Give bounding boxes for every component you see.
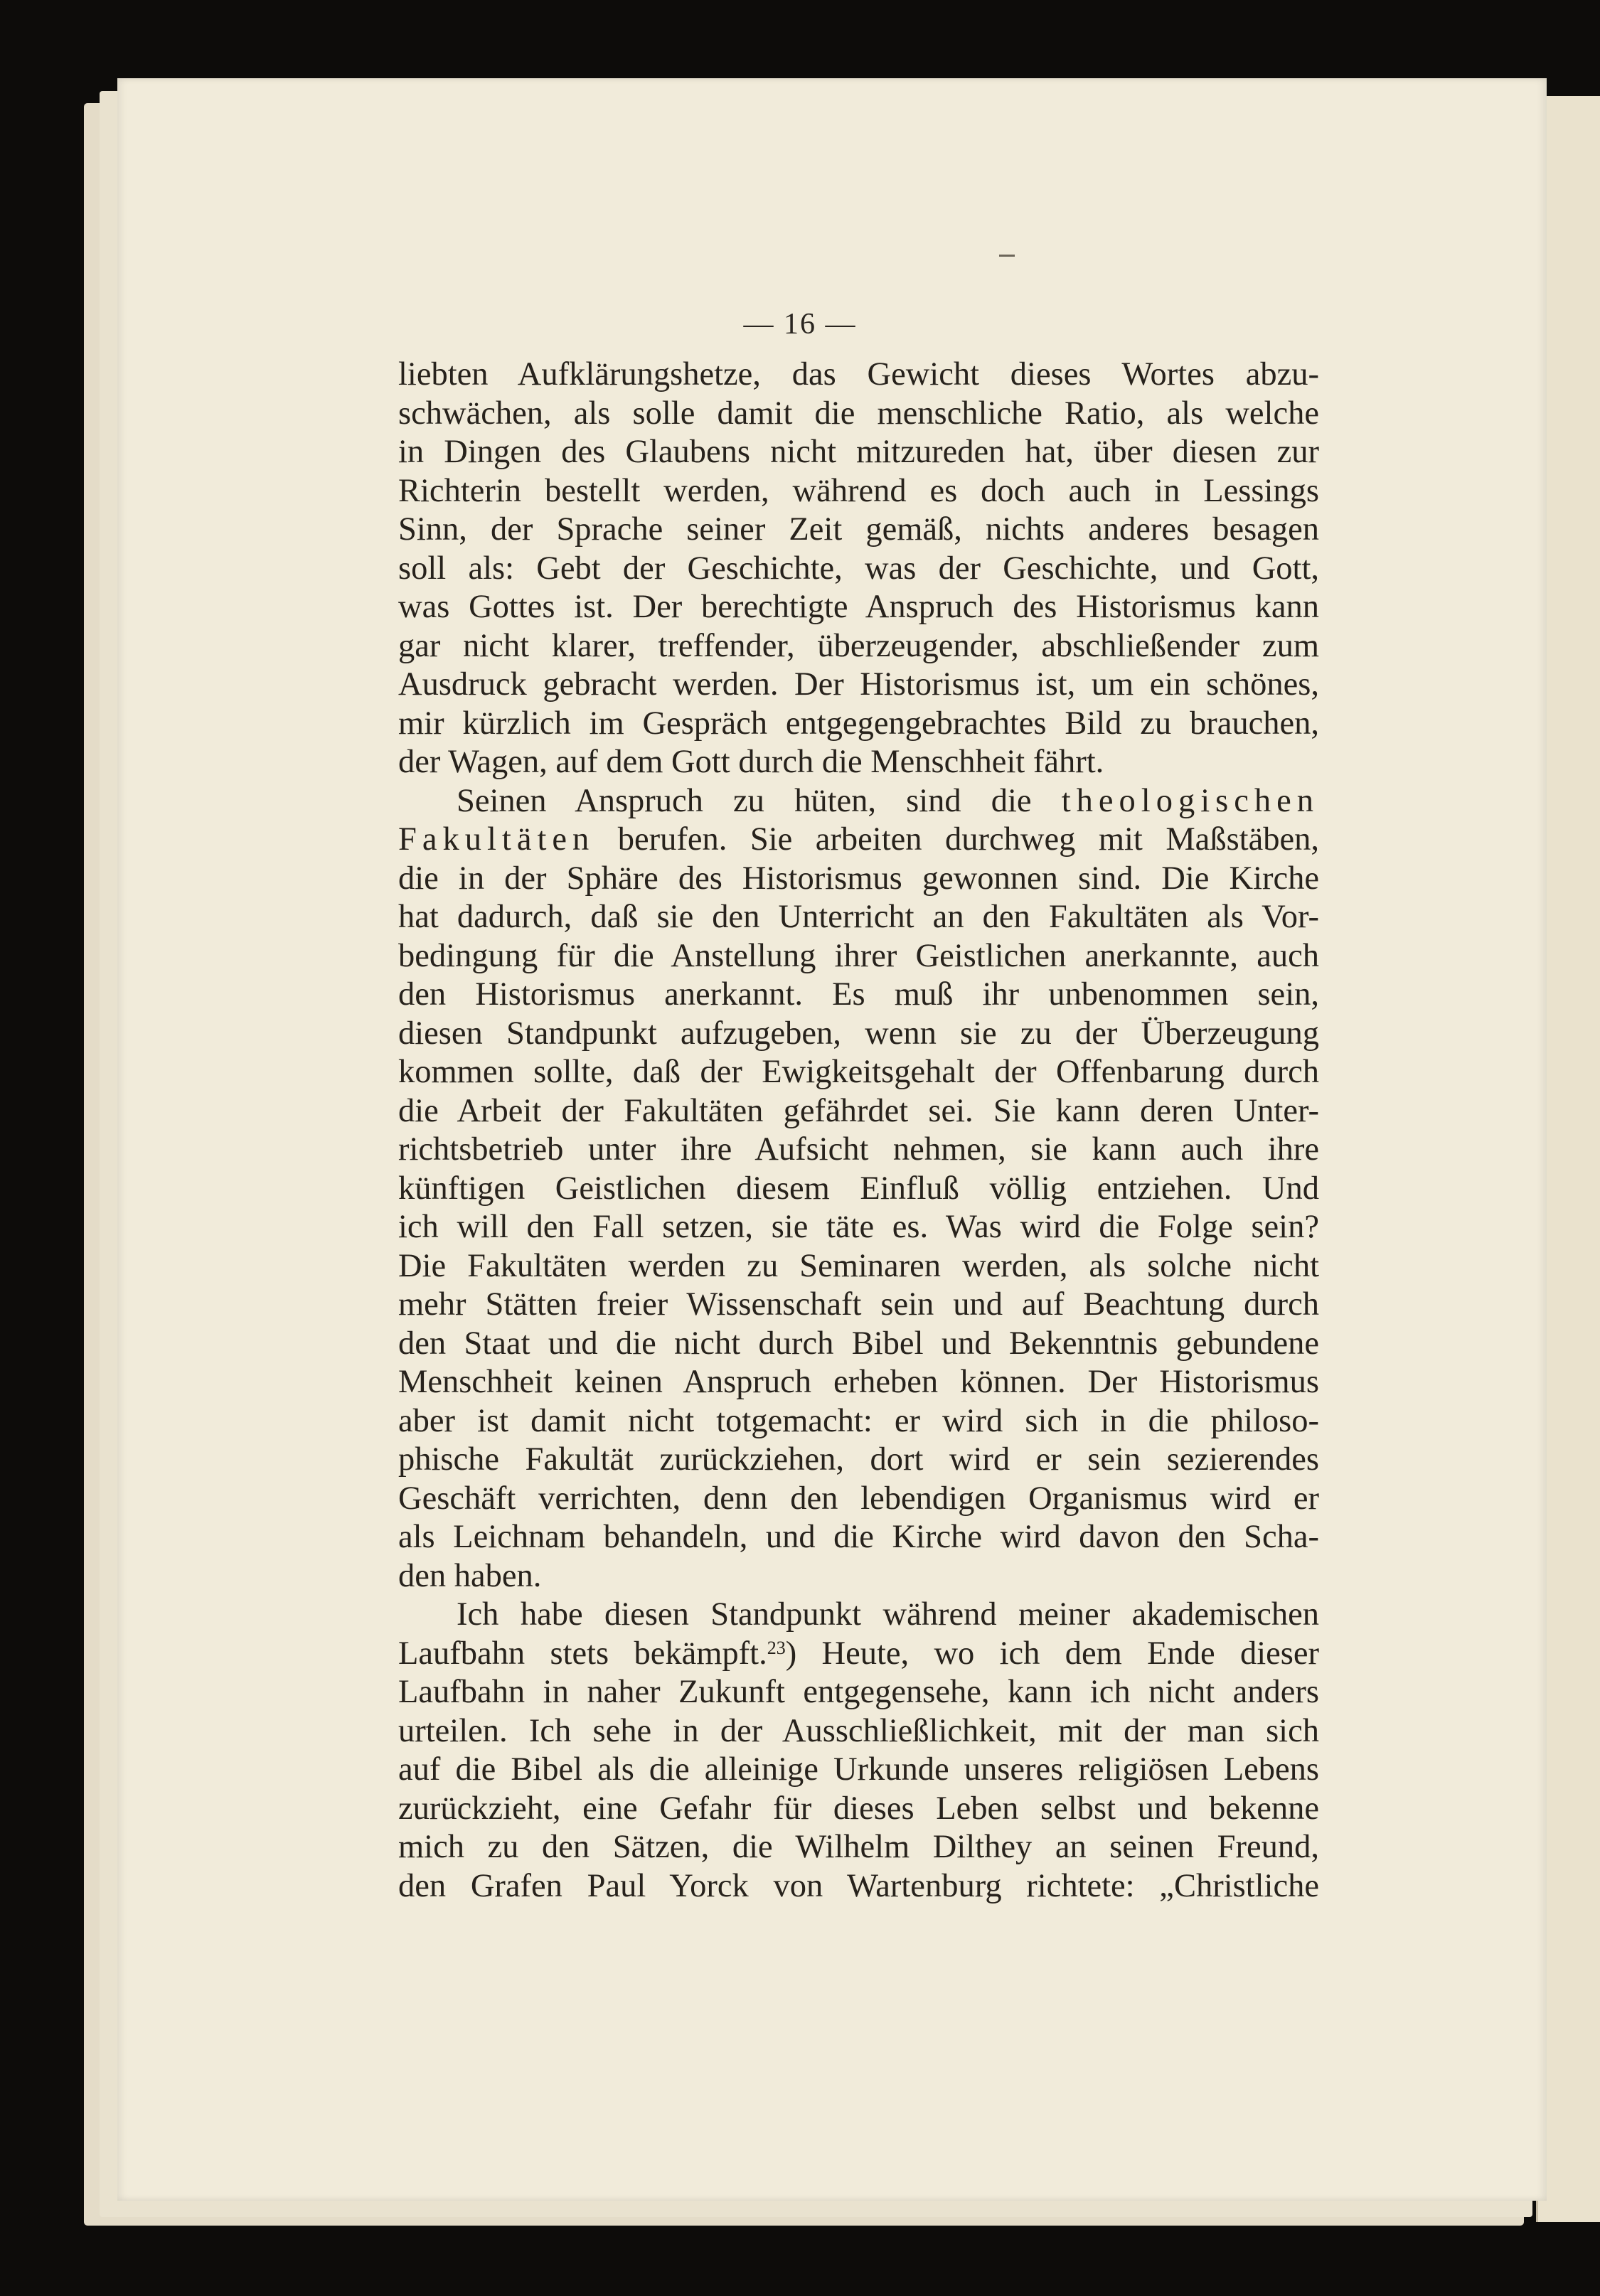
- text-line: [398, 550, 1319, 589]
- text-run: zurückzieht, eine Gefahr für dieses Leben selbst und bekenne: [398, 1790, 1319, 1827]
- text-line: [398, 666, 1319, 705]
- text-run: den Historismus anerkannt. Es muß ihr unbenommen sein,: [398, 976, 1319, 1013]
- text-line: [398, 1131, 1319, 1170]
- text-run: die Arbeit der Fakultäten gefährdet sei. Sie kann deren Unter-: [398, 1092, 1319, 1129]
- text-run: hat dadurch, daß sie den Unterricht an den Fakultäten als Vor-: [398, 899, 1319, 935]
- text-run: Seinen Anspruch zu hüten, sind die: [457, 782, 1062, 819]
- text-run: den haben.: [398, 1557, 542, 1594]
- text-run: auf die Bibel als die alleinige Urkunde unseres religiösen Lebens: [398, 1751, 1319, 1788]
- text-line: [398, 627, 1319, 666]
- text-line: [398, 1751, 1319, 1790]
- text-run: berufen. Sie arbeiten durchweg mit Maßstäben,: [594, 821, 1319, 858]
- footnote-marker: 23: [767, 1637, 786, 1658]
- text-run: Laufbahn in naher Zukunft entgegensehe, kann ich nicht anders: [398, 1674, 1319, 1710]
- body-text: [398, 356, 1319, 1906]
- text-line: [398, 1208, 1319, 1247]
- text-run: richtsbetrieb unter ihre Aufsicht nehmen, sie kann auch ihre: [398, 1131, 1319, 1168]
- text-line: [398, 1015, 1319, 1054]
- text-line: [398, 1712, 1319, 1751]
- emphasis-spaced: Fakultäten: [398, 821, 595, 858]
- text-run: kommen sollte, daß der Ewigkeitsgehalt der Offenbarung durch: [398, 1054, 1319, 1090]
- text-line: [398, 1247, 1319, 1286]
- text-run: mir kürzlich im Gespräch entgegengebrachtes Bild zu brauchen,: [398, 705, 1319, 742]
- text-line: [398, 588, 1319, 627]
- text-line: [398, 1596, 1319, 1635]
- text-run: mich zu den Sätzen, die Wilhelm Dilthey an seinen Freund,: [398, 1829, 1319, 1865]
- text-line: [398, 821, 1319, 860]
- text-line: [398, 1286, 1319, 1325]
- text-run: den Grafen Paul Yorck von Wartenburg richtete: „Christliche: [398, 1867, 1319, 1904]
- text-line: [398, 395, 1319, 434]
- text-run: in Dingen des Glaubens nicht mitzureden hat, über diesen zur: [398, 434, 1319, 470]
- text-line: [398, 1325, 1319, 1364]
- text-line: [398, 1557, 1319, 1596]
- text-line: [398, 1635, 1319, 1674]
- text-run: urteilen. Ich sehe in der Ausschließlichkeit, mit der man sich: [398, 1712, 1319, 1749]
- text-line: [398, 860, 1319, 899]
- text-line: [398, 356, 1319, 395]
- text-line: [398, 1363, 1319, 1402]
- text-line: [398, 1518, 1319, 1557]
- text-run: die in der Sphäre des Historismus gewonnen sind. Die Kirche: [398, 860, 1319, 897]
- text-run: bedingung für die Anstellung ihrer Geistlichen anerkannte, auch: [398, 937, 1319, 974]
- text-line: [398, 1673, 1319, 1712]
- text-run: Laufbahn stets bekämpft.: [398, 1635, 767, 1672]
- text-run: als Leichnam behandeln, und die Kirche wird davon den Scha-: [398, 1519, 1319, 1555]
- text-run: mehr Stätten freier Wissenschaft sein und auf Beachtung durch: [398, 1286, 1319, 1323]
- printer-mark: [999, 255, 1015, 257]
- text-line: [398, 1170, 1319, 1209]
- text-line: [398, 1092, 1319, 1131]
- text-run: soll als: Gebt der Geschichte, was der Geschichte, und Gott,: [398, 550, 1319, 587]
- text-run: Die Fakultäten werden zu Seminaren werden, als solche nicht: [398, 1247, 1319, 1284]
- text-run: was Gottes ist. Der berechtigte Anspruch des Historismus kann: [398, 589, 1319, 625]
- text-run: Geschäft verrichten, denn den lebendigen Organismus wird er: [398, 1480, 1319, 1517]
- text-line: [398, 1790, 1319, 1829]
- text-line: [398, 433, 1319, 472]
- text-run: Menschheit keinen Anspruch erheben können. Der Historismus: [398, 1364, 1319, 1400]
- text-run: aber ist damit nicht totgemacht: er wird sich in die philoso-: [398, 1402, 1319, 1439]
- text-run: der Wagen, auf dem Gott durch die Menschheit fährt.: [398, 744, 1104, 780]
- text-run: phische Fakultät zurückziehen, dort wird er sein sezierendes: [398, 1441, 1319, 1478]
- text-line: [398, 705, 1319, 744]
- text-line: [398, 1402, 1319, 1441]
- text-line: [398, 1480, 1319, 1519]
- page-number: — 16 —: [743, 308, 857, 341]
- text-line: [398, 782, 1319, 821]
- text-line: [398, 743, 1319, 782]
- text-run: den Staat und die nicht durch Bibel und Bekenntnis gebundene: [398, 1325, 1319, 1362]
- text-line: [398, 472, 1319, 511]
- text-run: künftigen Geistlichen diesem Einfluß völlig entziehen. Und: [398, 1170, 1319, 1207]
- text-line: [398, 976, 1319, 1015]
- text-run: Sinn, der Sprache seiner Zeit gemäß, nichts anderes besagen: [398, 511, 1319, 548]
- text-run: Ausdruck gebracht werden. Der Historismus ist, um ein schönes,: [398, 666, 1319, 703]
- text-run: gar nicht klarer, treffender, überzeugender, abschließender zum: [398, 627, 1319, 664]
- text-line: [398, 1867, 1319, 1906]
- text-run: ich will den Fall setzen, sie täte es. Was wird die Folge sein?: [398, 1209, 1319, 1245]
- text-run: Richterin bestellt werden, während es doch auch in Lessings: [398, 472, 1319, 509]
- text-run: ) Heute, wo ich dem Ende dieser: [785, 1635, 1320, 1672]
- text-run: diesen Standpunkt aufzugeben, wenn sie zu der Überzeugung: [398, 1015, 1319, 1052]
- text-line: [398, 1441, 1319, 1480]
- text-run: schwächen, als solle damit die menschliche Ratio, als welche: [398, 395, 1319, 432]
- text-line: [398, 1828, 1319, 1867]
- emphasis-spaced: theologischen: [1061, 782, 1319, 819]
- text-line: [398, 511, 1319, 550]
- text-run: Ich habe diesen Standpunkt während meiner akademischen: [457, 1596, 1319, 1633]
- text-line: [398, 898, 1319, 937]
- text-run: liebten Aufklärungshetze, das Gewicht dieses Wortes abzu-: [398, 356, 1319, 393]
- text-line: [398, 1053, 1319, 1092]
- text-line: [398, 937, 1319, 976]
